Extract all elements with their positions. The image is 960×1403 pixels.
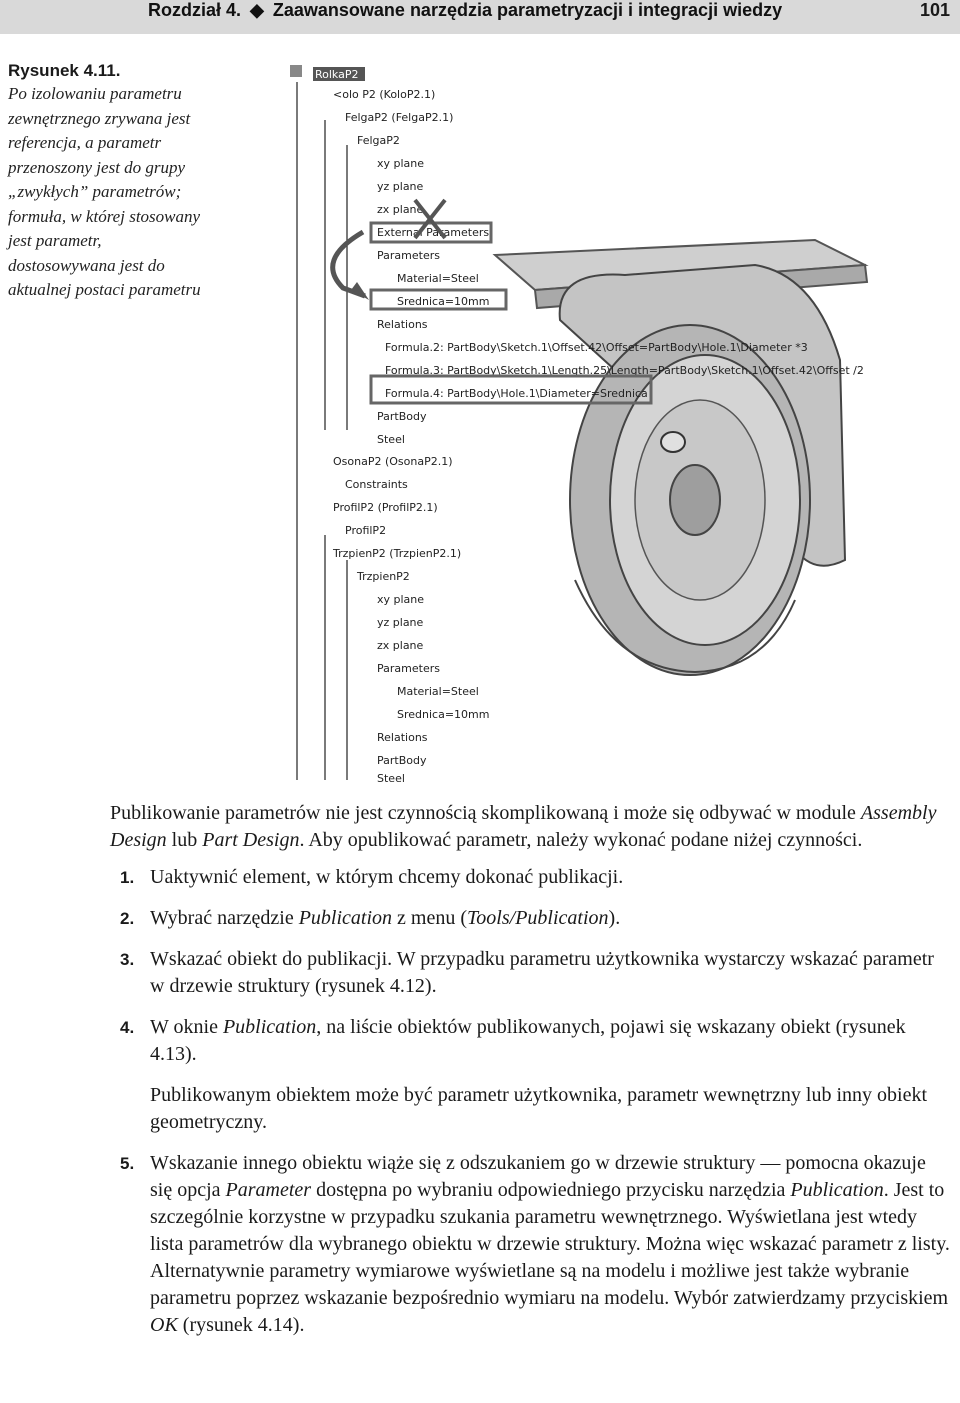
tree-item: xy plane [377,157,425,170]
tree-item: PartBody [377,754,427,767]
tree-item: Material=Steel [397,685,479,698]
caster-model-illustration [285,60,960,785]
tree-item: TrzpienP2 (TrzpienP2.1) [333,547,462,560]
caster-model [495,240,867,675]
chapter-title: Zaawansowane narzędzia parametryzacji i integracji wiedzy [272,0,783,20]
tree-item: Steel [377,772,405,785]
intro-paragraph: Publikowanie parametrów nie jest czynnością skomplikowaną i może się odbywać w module Assembly Design lub Part Design. Aby opublikować parametr, należy wykonać podane niżej czynności. [110,802,937,851]
tree-item: Formula.3: PartBody\Sketch.1\Length.25\Length=PartBody\Sketch.1\Offset.42\Offset /2 [385,364,864,377]
running-head [148,0,782,28]
move-arrow-icon [333,232,365,296]
product-icon [290,65,302,77]
tree-item: PartBody [377,410,427,423]
note-paragraph: Publikowanym obiektem może być parametr użytkownika, parametr wewnętrzny lub inny obiekt geometryczny. [150,1084,928,1133]
tree-item: <olo P2 (KoloP2.1) [333,88,436,101]
tree-item: Parameters [377,662,440,675]
figure-image [285,60,960,785]
tree-item: TrzpienP2 [357,570,410,583]
tree-item: Formula.4: PartBody\Hole.1\Diameter=Srednica [385,387,648,400]
tree-item: zx plane [377,639,424,652]
tree-item: Steel [377,433,405,446]
tree-item: ProfilP2 (ProfilP2.1) [333,501,438,514]
tree-item: Formula.2: PartBody\Sketch.1\Offset.42\Offset=PartBody\Hole.1\Diameter *3 [385,341,808,354]
step-3: 3. Wskazać obiekt do publikacji. W przypadku parametru użytkownika wystarczy wskazać parametr w drzewie struktury (rysunek 4.12). [120,948,934,997]
tree-item: yz plane [377,616,424,629]
figure-caption-block [8,60,208,303]
chapter-label: Rozdział 4. [148,0,242,20]
figure-caption: Po izolowaniu parametru zewnętrznego zrywana jest referencja, a parametr przenoszony jest do grupy „zwykłych” parametrów; formuła, w której stosowany jest parametr, dostosowywana jest do aktualnej postaci parametru [8,84,201,299]
tree-item: External Parameters [377,226,490,239]
page-number: 101 [919,0,950,20]
tree-item: yz plane [377,180,424,193]
tree-item: RolkaP2 [315,68,359,81]
step-1: 1. Uaktywnić element, w którym chcemy dokonać publikacji. [120,866,624,888]
tree-item: Material=Steel [397,272,479,285]
tree-lines [297,82,347,780]
tree-item: Parameters [377,249,440,262]
tree-item: Constraints [345,478,408,491]
main-text [110,800,950,1353]
tree-item: Srednica=10mm [397,708,490,721]
page-header [0,0,960,34]
figure-label: Rysunek 4.11. [8,61,121,80]
tree-item: ProfilP2 [345,524,387,537]
step-2: 2. Wybrać narzędzie Publication z menu (Tools/Publication). [120,907,621,929]
tree-item: FelgaP2 [357,134,400,147]
tree-item: Relations [377,731,428,744]
tree-item: Srednica=10mm [397,295,490,308]
diamond-icon: ◆ [250,0,264,20]
tree-item: OsonaP2 (OsonaP2.1) [333,455,453,468]
tree-item: zx plane [377,203,424,216]
tree-item: FelgaP2 (FelgaP2.1) [345,111,454,124]
tree-item: Relations [377,318,428,331]
step-5: 5. Wskazanie innego obiektu wiąże się z odszukaniem go w drzewie struktury — pomocna okazuje się opcja Parameter dostępna po wybraniu odpowiedniego przycisku narzędzia Publication. Jest to szczególnie korzystne w przypadku szukania parametru wewnętrznego. Wyświetlana jest wtedy lista parametrów dla wybranego obiektu w drzewie struktury. Można więc wskazać parametr z listy. Alternatywnie parametry wymiarowe wyświetlane są na modelu i możliwe jest także wybranie parametru poprzez wskazanie bezpośrednio wymiaru na modelu. Wybór zatwierdzamy przyciskiem OK (rysunek 4.14). [120,1152,950,1336]
step-4: 4. W oknie Publication, na liście obiektów publikowanych, pojawi się wskazany obiekt (rysunek 4.13). [120,1016,906,1065]
tree-item: xy plane [377,593,425,606]
